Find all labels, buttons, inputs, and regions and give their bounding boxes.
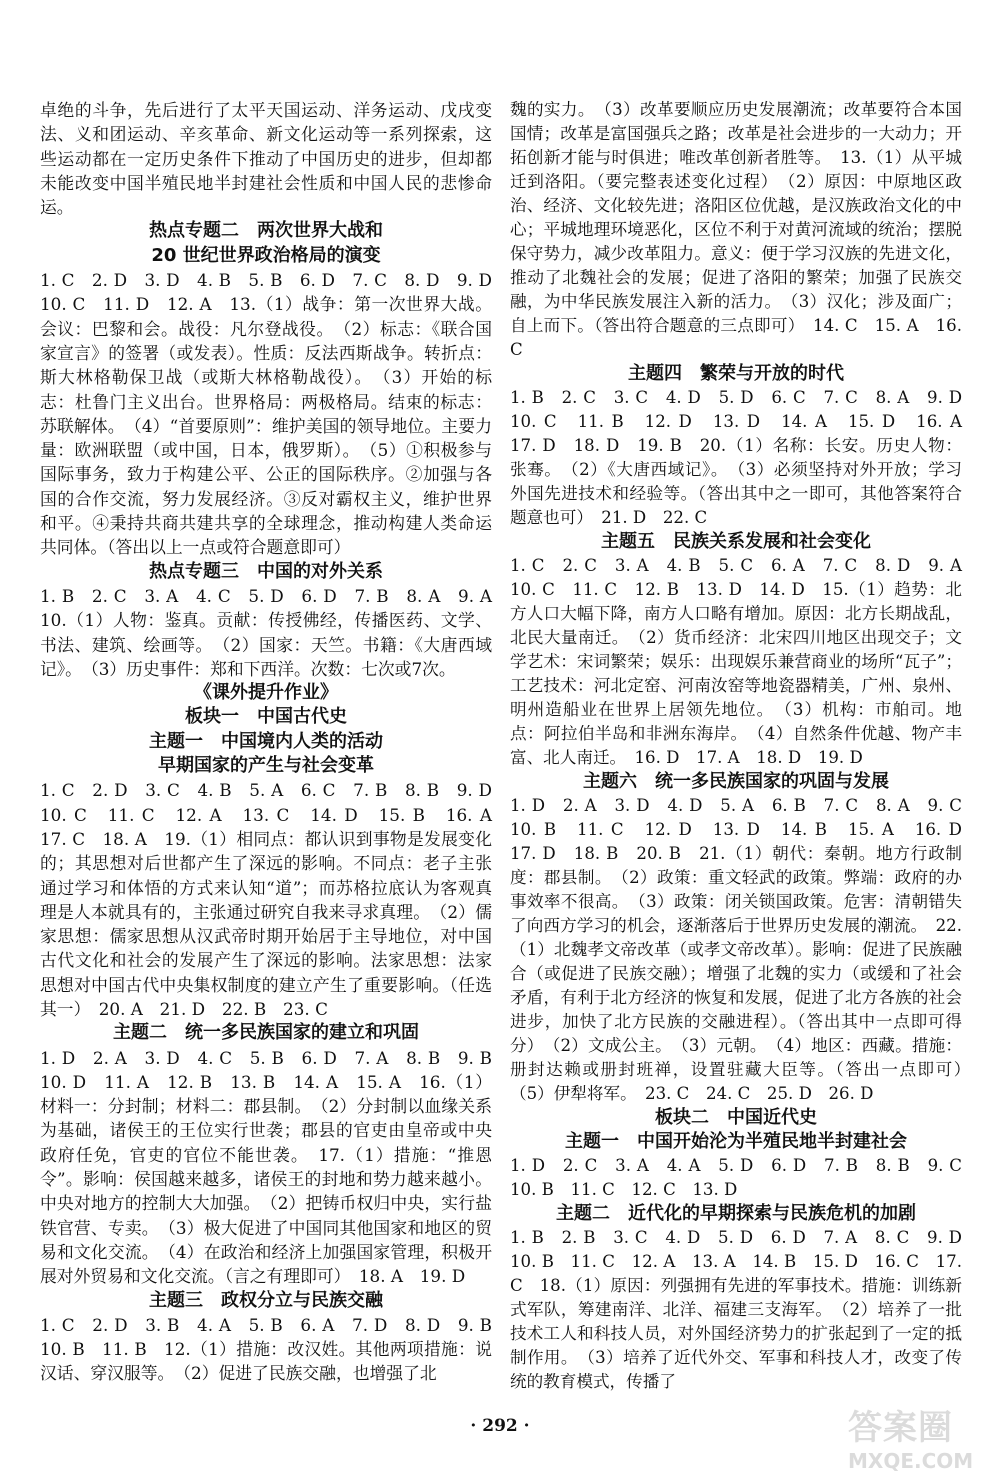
- watermark-mark: 答案圈: [848, 1408, 953, 1448]
- section-heading: 早期国家的产生与社会变革: [158, 755, 374, 777]
- section-heading: 主题四 繁荣与开放的时代: [628, 363, 844, 384]
- watermark-site: MXQE.COM: [848, 1449, 974, 1473]
- answer-paragraph: 1. D 2. C 3. A 4. A 5. D 6. D 7. B 8. B 9. C 10. B 11. C 12. C 13. D: [510, 1156, 979, 1199]
- answer-paragraph: 1. C 2. C 3. A 4. B 5. C 6. A 7. C 8. D 9. A 10. C 11. C 12. B 13. D 14. D 15.（1）趋势：北方人口大幅下降，南方人口略有增加。原因：北方长期战乱，北民大量南迁。 （2）货币经济：北宋四川地区出现交子；文学艺术：宋词繁荣；娱乐：出现娱乐兼营商业的场所“瓦子”；工艺技术：河北定窑、河南汝窑等地瓷器精美，广州、泉州、明州造船业在世界上居领先地位。 （3）机构：市舶司。地点：阿拉伯半岛和非洲东海岸。 （4）自然条件优越、物产丰富、北人南迁。 16. D 17. A 18. D 19. D: [510, 556, 979, 767]
- section-heading: 主题三 政权分立与民族交融: [149, 1289, 383, 1311]
- section-heading: 《课外提升作业》: [194, 682, 338, 704]
- answer-paragraph: 1. B 2. C 3. C 4. D 5. D 6. C 7. C 8. A 9. D 10. C 11. B 12. D 13. D 14. A 15. D 16. A 17. D 18. D 19. B 20.（1）名称：长安。历史人物：张骞。 （2）《大唐西域记》。 （3）必须坚持对外开放；学习外国先进技术和经验等。（答出其中之一即可，其他答案符合题意也可） 21. D 22. C: [510, 388, 979, 527]
- section-heading: 主题二 近代化的早期探索与民族危机的加剧: [556, 1203, 916, 1224]
- answer-paragraph: 1. C 2. D 3. B 4. A 5. B 6. A 7. D 8. D 9. B 10. B 11. B 12.（1）措施：改汉姓。其他两项措施：说汉话、穿汉服等。 （2）促进了民族交融，也增强了北: [40, 1314, 509, 1384]
- section-heading: 主题一 中国境内人类的活动: [149, 730, 383, 752]
- section-heading: 主题五 民族关系发展和社会变化: [601, 531, 871, 552]
- right-column: [510, 98, 979, 1394]
- answer-paragraph: 1. D 2. A 3. D 4. D 5. A 6. B 7. C 8. A 9. C 10. B 11. C 12. D 13. D 14. B 15. A 16. D 17. D 18. B 20. B 21.（1）朝代：秦朝。地方行政制度：郡县制。 （2）政策：重文轻武的政策。弊端：政府的办事效率不很高。 （3）政策：闭关锁国政策。危害：清朝错失了向西方学习的机会，逐渐落后于世界历史发展的潮流。 22.（1）北魏孝文帝改革（或孝文帝改革）。影响：促进了民族融合（或促进了民族交融）；增强了北魏的实力（或缓和了社会矛盾，有利于北方经济的恢复和发展，促进了北方各族的社会进步，加快了北方民族的交融进程）。（答出其中一点即可得分） （2）文成公主。 （3）元朝。 （4）地区：西藏。措施：册封达赖或册封班禅，设置驻藏大臣等。（答出一点即可） （5）伊犁将军。 23. C 24. C 25. D 26. D: [510, 796, 979, 1103]
- answer-paragraph: 1. D 2. A 3. D 4. C 5. B 6. D 7. A 8. B 9. B 10. D 11. A 12. B 13. B 14. A 15. A 16.（1）材料一：分封制；材料二：郡县制。 （2）分封制以血缘关系为基础，诸侯王的王位实行世袭；郡县的官吏由皇帝或中央政府任免，官吏的官位不能世袭。 17.（1）措施：“推恩令”。影响：侯国越来越多，诸侯王的封地和势力越来越小。中央对地方的控制大大加强。 （2）把铸币权归中央，实行盐铁官营、专卖。 （3）极大促进了中国同其他国家和地区的贸易和文化交流。 （4）在政治和经济上加强国家管理，积极开展对外贸易和文化交流。（言之有理即可） 18. A 19. D: [40, 1047, 509, 1287]
- left-column: [40, 98, 509, 1386]
- section-heading: 热点专题三 中国的对外关系: [149, 560, 383, 582]
- section-heading: 20 世纪世界政治格局的演变: [151, 244, 381, 266]
- watermark-logo: [848, 1400, 994, 1476]
- section-heading: 主题六 统一多民族国家的巩固与发展: [583, 771, 889, 792]
- answer-paragraph: 魏的实力。 （3）改革要顺应历史发展潮流；改革要符合本国国情；改革是富国强兵之路；改革是社会进步的一大动力；开拓创新才能与时俱进；唯改革创新者胜等。 13.（1）从平城迁到洛阳。（要完整表述变化过程） （2）原因：中原地区政治、经济、文化较先进；洛阳区位优越，是汉族政治文化的中心；平城地理环境恶化，区位不利于对黄河流域的统治；摆脱保守势力，减少改革阻力。意义：便于学习汉族的先进文化，推动了北魏社会的发展；促进了洛阳的繁荣；加强了民族交融，为中华民族发展注入新的活力。 （3）汉化；涉及面广；自上而下。（答出符合题意的三点即可） 14. C 15. A 16. C: [510, 100, 962, 359]
- answer-paragraph: 1. B 2. C 3. A 4. C 5. D 6. D 7. B 8. A 9. A 10.（1）人物：鉴真。贡献：传授佛经，传播医药、文学、书法、建筑、绘画等。 （2）国家：天竺。书籍：《大唐西域记》。 （3）历史事件：郑和下西洋。次数：七次或7次。: [40, 585, 509, 679]
- section-heading: 主题二 统一多民族国家的建立和巩固: [113, 1022, 419, 1044]
- section-heading: 板块一 中国古代史: [185, 706, 347, 728]
- answer-paragraph: 1. B 2. B 3. C 4. D 5. D 6. D 7. A 8. C 9. D 10. B 11. C 12. A 13. A 14. B 15. D 16. C 17. C 18.（1）原因：列强拥有先进的军事技术。措施：训练新式军队，筹建南洋、北洋、福建三支海军。 （2）培养了一批技术工人和科技人员，对外国经济势力的扩张起到了一定的抵制作用。 （3）培养了近代外交、军事和科技人才，改变了传统的教育模式，传播了: [510, 1228, 979, 1391]
- answer-paragraph: 卓绝的斗争，先后进行了太平天国运动、洋务运动、戊戌变法、义和团运动、辛亥革命、新文化运动等一系列探索，这些运动都在一定历史条件下推动了中国历史的进步，但却都未能改变中国半殖民地半封建社会性质和中国人民的悲惨命运。: [40, 100, 492, 218]
- section-heading: 主题一 中国开始沦为半殖民地半封建社会: [565, 1131, 907, 1152]
- answer-paragraph: 1. C 2. D 3. D 4. B 5. B 6. D 7. C 8. D 9. D 10. C 11. D 12. A 13.（1）战争：第一次世界大战。会议：巴黎和会。战役：凡尔登战役。 （2）标志：《联合国家宣言》的签署（或发表）。性质：反法西斯战争。转折点：斯大林格勒保卫战（或斯大林格勒战役）。 （3）开始的标志：杜鲁门主义出台。世界格局：两极格局。结束的标志：苏联解体。 （4）“首要原则”：维护美国的领导地位。主要力量：欧洲联盟（或中国，日本，俄罗斯）。 （5）①积极参与国际事务，致力于构建公平、公正的国际秩序。②加强与各国的合作交流，努力发展经济。③反对霸权主义，维护世界和平。④秉持共商共建共享的全球理念，推动构建人类命运共同体。（答出以上一点或符合题意即可）: [40, 270, 509, 558]
- answer-paragraph: 1. C 2. D 3. C 4. B 5. A 6. C 7. B 8. B 9. D 10. C 11. C 12. A 13. C 14. D 15. B 16. A 17. C 18. A 19.（1）相同点：都认识到事物是发展变化的；其思想对后世都产生了深远的影响。不同点：老子主张通过学习和体悟的方式来认知“道”；而苏格拉底认为客观真理是人本就具有的，主张通过研究自我来寻求真理。 （2）儒家思想：儒家思想从汉武帝时期开始居于主导地位，对中国古代文化和社会的发展产生了深远的影响。法家思想：法家思想对中国古代中央集权制度的建立产生了重要影响。（任选其一） 20. A 21. D 22. B 23. C: [40, 780, 509, 1019]
- section-heading: 板块二 中国近代史: [655, 1107, 817, 1128]
- section-heading: 热点专题二 两次世界大战和: [149, 220, 383, 242]
- page-number: · 292 ·: [470, 1416, 530, 1436]
